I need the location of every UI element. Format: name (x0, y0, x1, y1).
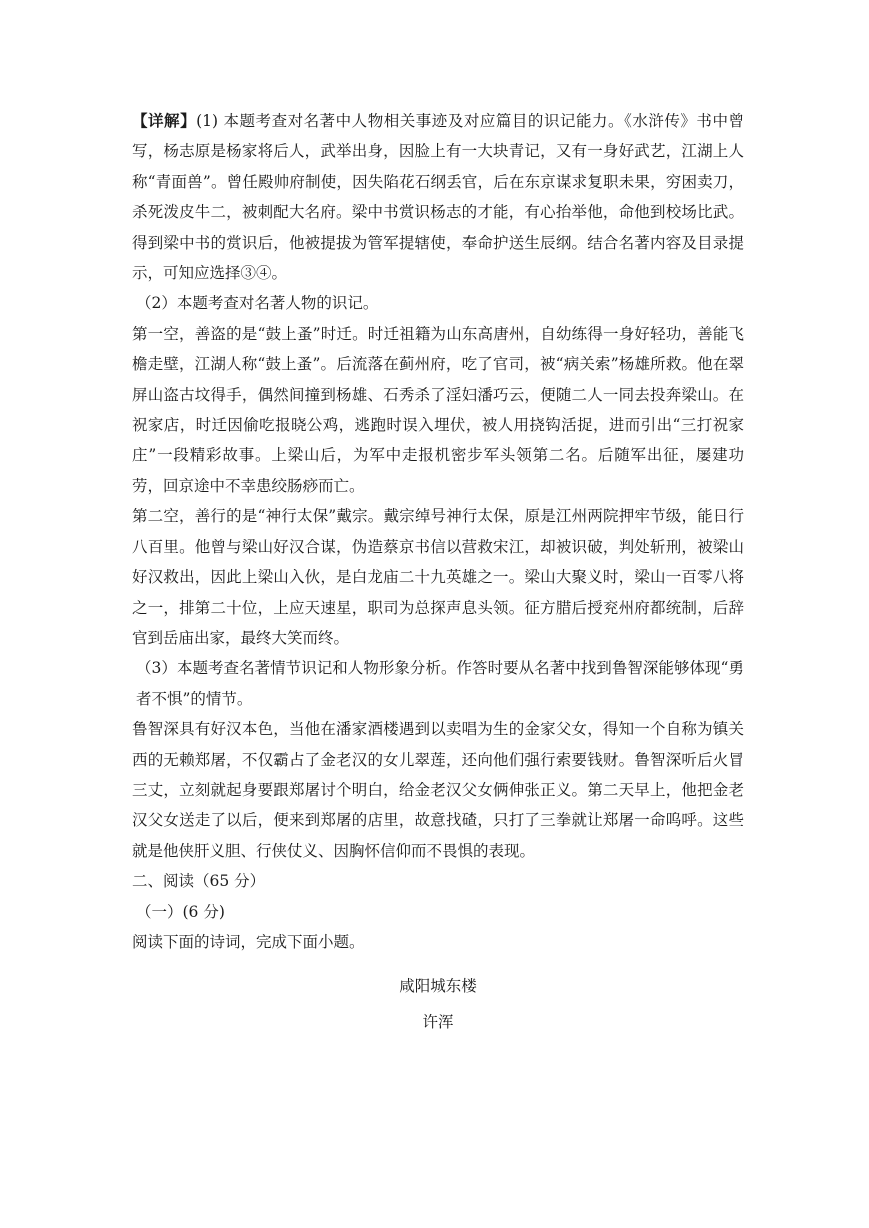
answer-detail-q1 (132, 106, 744, 288)
reading-instruction: 阅读下面的诗词，完成下面小题。 (132, 932, 365, 951)
answer-q3-body: 鲁智深具有好汉本色，当他在潘家酒楼遇到以卖唱为生的金家父女，得知一个自称为镇关西的无赖郑屠，不仅霸占了金老汉的女儿翠莲，还向他们强行索要钱财。鲁智深听后火冒三丈，立刻就起身要跟郑屠讨个明白，给金老汉父女俩伸张正义。第二天早上，他把金老汉父女送走了以后，便来到郑屠的店里，故意找碴，只打了三拳就让郑屠一命呜呼。这些就是他侠肝义胆、行侠仗义、因胸怀信仰而不畏惧的表现。 (132, 720, 744, 860)
answer-q2-blank2: 第二空，善行的是“神行太保”戴宗。戴宗绰号神行太保，原是江州两院押牢节级，能日行八百里。他曾与梁山好汉合谋，伪造蔡京书信以营救宋江，却被识破，判处斩刑，被梁山好汉救出，因此上梁山入伙，是白龙庙二十九英雄之一。梁山大聚义时，梁山一百零八将之一，排第二十位，上应天速星，职司为总探声息头领。征方腊后授兖州府都统制，后辞官到岳庙出家，最终大笑而终。 (132, 507, 744, 647)
detail-q1-text: (1) 本题考查对名著中人物相关事迹及对应篇目的识记能力。《水浒传》书中曾写，杨志原是杨家将后人，武举出身，因脸上有一大块青记，又有一身好武艺，江湖上人称“青面兽”。曾任殿帅府制使，因失陷花石纲丢官，后在东京谋求复职未果，穷困卖刀，杀死泼皮牛二，被刺配大名府。梁中书赏识杨志的才能，有心抬举他，命他到校场比武。得到梁中书的赏识后，他被提拔为管军提辖使，奉命护送生辰纲。结合名著内容及目录提示，可知应选择③④。 (132, 112, 744, 283)
answer-q2-intro: （2）本题考查对名著人物的识记。 (136, 294, 379, 313)
section-heading-reading: 二、阅读（65 分） (132, 872, 266, 891)
subsection-heading: （一）(6 分) (136, 902, 225, 921)
detail-label: 【详解】 (132, 111, 197, 130)
answer-q3-intro: （3）本题考查名著情节识记和人物形象分析。作答时要从名著中找到鲁智深能够体现“勇者不惧”的情节。 (136, 659, 744, 708)
poem-author: 许浑 (422, 1013, 454, 1032)
poem-title: 咸阳城东楼 (399, 977, 477, 996)
document-page (132, 106, 744, 1037)
answer-q2-blank1: 第一空，善盗的是“鼓上蚤”时迁。时迁祖籍为山东高唐州，自幼练得一身好轻功，善能飞檐走壁，江湖人称“鼓上蚤”。后流落在蓟州府，吃了官司，被“病关索”杨雄所救。他在翠屏山盗古坟得手，偶然间撞到杨雄、石秀杀了淫妇潘巧云，便随二人一同去投奔梁山。在祝家店，时迁因偷吃报晓公鸡，逃跑时误入埋伏，被人用挠钩活捉，进而引出“三打祝家庄”一段精彩故事。上梁山后，为军中走报机密步军头领第二名。后随军出征，屡建功劳，回京途中不幸患绞肠痧而亡。 (132, 324, 744, 495)
